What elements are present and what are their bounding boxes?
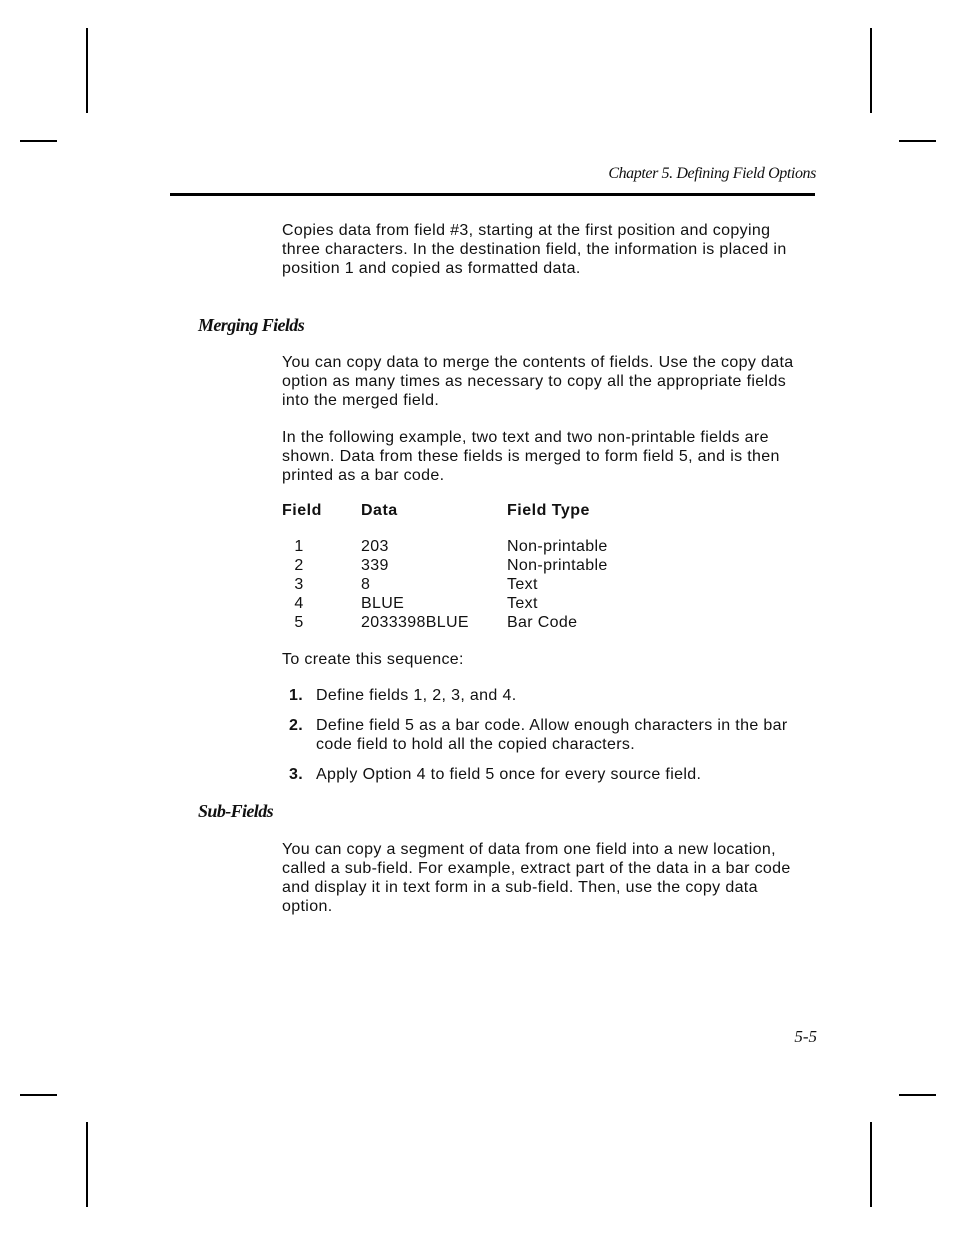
table-row [0,595,954,614]
intro-paragraph: Copies data from field #3, starting at the first position and copying three characters. In the destination field, the information is placed in position 1 and copied as formatted data. [282,222,787,277]
crop-mark-top-left-vertical [86,28,88,113]
step-number: 2. [289,717,304,734]
crop-mark-bottom-left-vertical [86,1122,88,1207]
step-text: Define fields 1, 2, 3, and 4. [316,687,517,704]
table-row [0,538,954,557]
field-number-cell: 3 [294,576,304,593]
field-number-cell: 4 [294,595,304,612]
field-number-cell: 2 [294,557,304,574]
crop-mark-bottom-right-vertical [870,1122,872,1207]
sub-fields-paragraph: You can copy a segment of data from one field into a new location, called a sub-field. For example, extract part of the data in a bar code and display it in text form in a sub-field. Then, use the copy data option. [282,841,791,915]
field-type-cell: Text [507,576,538,593]
crop-mark-top-right-horizontal [899,140,936,142]
step-number: 1. [289,687,304,704]
crop-mark-top-right-vertical [870,28,872,113]
table-row [0,614,954,633]
step-number: 3. [289,766,304,783]
crop-mark-bottom-left-horizontal [20,1094,57,1096]
data-cell: BLUE [361,595,405,612]
field-column-header: Field [282,502,322,519]
data-cell: 2033398BLUE [361,614,469,631]
sub-fields-heading: Sub-Fields [198,801,274,821]
crop-mark-top-left-horizontal [20,140,57,142]
page-number: 5-5 [794,1027,817,1046]
field-type-cell: Text [507,595,538,612]
merging-paragraph-2: In the following example, two text and two non-printable fields are shown. Data from these fields is merged to form field 5, and is then printed as a bar code. [282,429,780,484]
crop-mark-bottom-right-horizontal [899,1094,936,1096]
merging-fields-heading: Merging Fields [198,315,305,335]
table-row [0,576,954,595]
field-table-header [0,502,954,522]
field-type-cell: Bar Code [507,614,578,631]
data-cell: 203 [361,538,389,555]
running-header-title: Chapter 5. Defining Field Options [608,165,816,182]
table-row [0,557,954,576]
field-type-cell: Non-printable [507,557,608,574]
sequence-intro: To create this sequence: [282,651,464,668]
field-type-column-header: Field Type [507,502,590,519]
step-text: Apply Option 4 to field 5 once for every source field. [316,766,702,783]
data-cell: 8 [361,576,371,593]
header-rule [170,193,815,196]
merging-paragraph-1: You can copy data to merge the contents of fields. Use the copy data option as many times as necessary to copy all the appropriate fields into the merged field. [282,354,794,409]
field-number-cell: 5 [294,614,304,631]
data-cell: 339 [361,557,389,574]
field-type-cell: Non-printable [507,538,608,555]
data-column-header: Data [361,502,398,519]
field-number-cell: 1 [294,538,304,555]
step-text: Define field 5 as a bar code. Allow enough characters in the bar code field to hold all the copied characters. [316,717,788,753]
